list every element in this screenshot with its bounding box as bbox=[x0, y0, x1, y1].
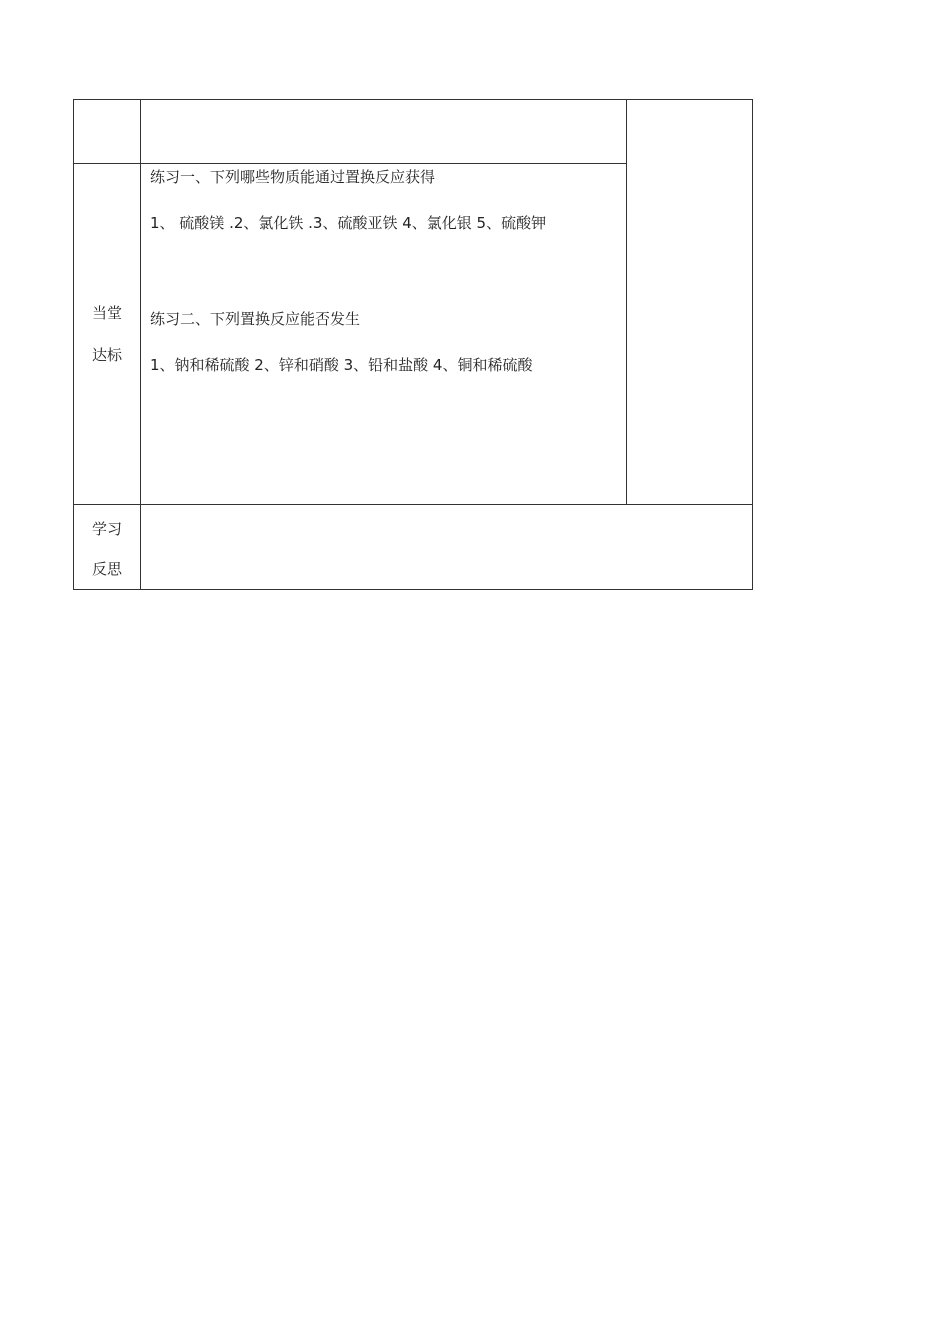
standard-label-line-1: 当堂 bbox=[91, 304, 122, 322]
reflection-content-cell bbox=[141, 505, 753, 590]
reflection-label-line-2: 反思 bbox=[91, 560, 122, 578]
exercise-1-title: 练习一、下列哪些物质能通过置换反应获得 bbox=[150, 168, 436, 186]
standard-label-cell bbox=[74, 164, 141, 505]
notes-column-cell bbox=[627, 100, 753, 505]
exercise-2-title: 练习二、下列置换反应能否发生 bbox=[150, 310, 361, 328]
empty-label-cell bbox=[74, 100, 141, 164]
empty-content-cell bbox=[141, 100, 627, 164]
standard-label-line-2: 达标 bbox=[91, 346, 122, 364]
reflection-label-line-1: 学习 bbox=[91, 520, 122, 538]
table-row-top bbox=[74, 100, 753, 164]
reflection-label-cell bbox=[74, 505, 141, 590]
table-row-reflection bbox=[74, 505, 753, 590]
lesson-table bbox=[73, 99, 753, 590]
exercise-cell bbox=[141, 164, 627, 505]
exercise-1-items: 1、 硫酸镁 .2、氯化铁 .3、硫酸亚铁 4、氯化银 5、硫酸钾 bbox=[150, 214, 547, 232]
exercise-2-items: 1、钠和稀硫酸 2、锌和硝酸 3、铅和盐酸 4、铜和稀硫酸 bbox=[150, 356, 533, 374]
